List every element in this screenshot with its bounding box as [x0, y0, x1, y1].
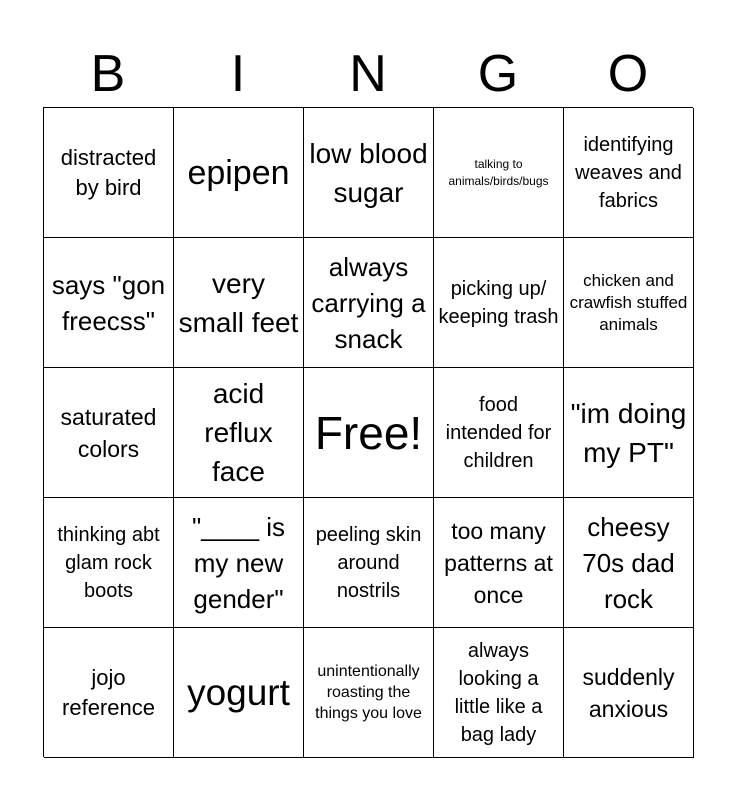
bingo-cell-label: always carrying a snack [311, 251, 426, 354]
bingo-cell-label: cheesy 70s dad rock [582, 511, 675, 614]
bingo-cell-label: distracted by bird [60, 144, 157, 200]
bingo-cell[interactable] [564, 368, 694, 498]
bingo-cell-label: peeling skin around nostrils [315, 523, 422, 602]
bingo-cell[interactable] [304, 108, 434, 238]
bingo-header [43, 42, 693, 106]
bingo-cell[interactable] [44, 238, 174, 368]
bingo-cell[interactable] [44, 628, 174, 758]
bingo-cell[interactable] [434, 628, 564, 758]
bingo-cell[interactable] [564, 108, 694, 238]
header-letter-g: G [477, 45, 519, 103]
bingo-cell[interactable] [434, 498, 564, 628]
bingo-cell[interactable] [44, 108, 174, 238]
bingo-cell-label: yogurt [187, 671, 290, 713]
bingo-cell-label: suddenly anxious [582, 663, 675, 722]
bingo-cell-label: epipen [187, 153, 290, 192]
bingo-cell-label: "____ is my new gender" [191, 511, 286, 614]
bingo-cell-label: food intended for children [445, 393, 552, 472]
bingo-cell[interactable] [44, 368, 174, 498]
bingo-free-space[interactable] [304, 368, 434, 498]
bingo-card-grid [43, 107, 693, 757]
bingo-cell[interactable] [44, 498, 174, 628]
bingo-cell[interactable] [564, 628, 694, 758]
header-letter-o: O [607, 45, 649, 103]
bingo-cell-label: jojo reference [62, 664, 155, 720]
bingo-cell-label: picking up/ keeping trash [438, 277, 559, 328]
bingo-cell[interactable] [174, 628, 304, 758]
header-letter-i: I [230, 45, 246, 103]
bingo-cell[interactable] [174, 368, 304, 498]
bingo-cell-label: "im doing my PT" [570, 397, 687, 468]
bingo-cell[interactable] [434, 108, 564, 238]
bingo-cell-label: acid reflux face [204, 378, 273, 487]
bingo-cell[interactable] [304, 498, 434, 628]
bingo-cell-label: saturated colors [60, 403, 157, 462]
bingo-cell-label: too many patterns at once [444, 517, 553, 608]
bingo-cell-label: identifying weaves and fabrics [575, 133, 682, 212]
header-letter-b: B [90, 45, 126, 103]
bingo-cell[interactable] [434, 238, 564, 368]
bingo-cell-label: low blood sugar [309, 137, 428, 208]
bingo-cell-label: always looking a little like a bag lady [454, 639, 543, 746]
bingo-cell[interactable] [174, 108, 304, 238]
bingo-cell[interactable] [304, 628, 434, 758]
bingo-cell-label: chicken and crawfish stuffed animals [569, 270, 688, 334]
bingo-cell-label: thinking abt glam rock boots [57, 523, 160, 602]
bingo-cell[interactable] [434, 368, 564, 498]
bingo-cell-label: very small feet [178, 267, 299, 338]
bingo-cell-label: says "gon freecss" [51, 269, 166, 336]
bingo-cell[interactable] [174, 238, 304, 368]
bingo-cell[interactable] [564, 238, 694, 368]
bingo-cell-label: Free! [314, 406, 423, 459]
bingo-cell[interactable] [304, 238, 434, 368]
header-letter-n: N [349, 45, 387, 103]
bingo-cell[interactable] [174, 498, 304, 628]
bingo-cell-label: unintentionally roasting the things you love [315, 663, 422, 722]
bingo-cell-label: talking to animals/birds/bugs [448, 156, 549, 188]
bingo-cell[interactable] [564, 498, 694, 628]
